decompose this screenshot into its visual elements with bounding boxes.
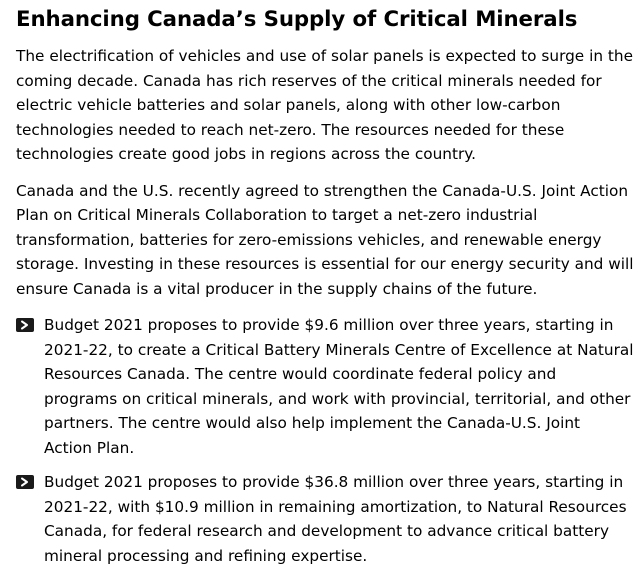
bullet-line: mineral processing and refining expertise. [44,546,368,565]
bullet-line: Budget 2021 proposes to provide $9.6 million over three years, starting in [44,316,614,334]
paragraph-line: ensure Canada is a vital producer in the supply chains of the future. [16,279,538,298]
joint-action-paragraph [16,179,634,302]
paragraph-line: transformation, batteries for zero-emissions vehicles, and renewable energy [16,230,602,249]
paragraph-line: Plan on Critical Minerals Collaboration to target a net-zero industrial [16,206,538,224]
bullet-line: partners. The centre would also help implement the Canada-U.S. Joint [44,414,581,432]
bullet-item-research-development [16,470,628,568]
paragraph-line: coming decade. Canada has rich reserves of the critical minerals needed for [16,71,602,90]
bullet-line: 2021-22, with $10.9 million in remaining amortization, to Natural Resources [44,497,627,516]
intro-paragraph [16,44,633,167]
paragraph-line: electric vehicle batteries and solar panels, along with other low-carbon [16,96,561,114]
bullet-line: Action Plan. [44,438,135,457]
bullet-line: Canada, for federal research and development to advance critical battery [44,522,610,540]
paragraph-line: technologies needed to reach net-zero. The resources needed for these [16,120,565,139]
bullet-line: Budget 2021 proposes to provide $36.8 million over three years, starting in [44,473,624,491]
bullet-line: 2021-22, to create a Critical Battery Minerals Centre of Excellence at Natural [44,340,634,359]
arrow-bullet-icon [16,318,34,332]
paragraph-line: technologies create good jobs in regions across the country. [16,145,477,163]
paragraph-line: storage. Investing in these resources is essential for our energy security and will [16,255,634,273]
bullet-line: programs on critical minerals, and work with provincial, territorial, and other [44,389,631,408]
document-page [16,4,634,578]
paragraph-line: The electrification of vehicles and use of solar panels is expected to surge in the [16,47,633,65]
paragraph-line: Canada and the U.S. recently agreed to strengthen the Canada-U.S. Joint Action [16,181,629,200]
arrow-bullet-icon [16,475,34,489]
bullet-item-centre-of-excellence [16,313,634,460]
page-title: Enhancing Canada’s Supply of Critical Minerals [16,7,578,32]
bullet-line: Resources Canada. The centre would coordinate federal policy and [44,365,557,383]
